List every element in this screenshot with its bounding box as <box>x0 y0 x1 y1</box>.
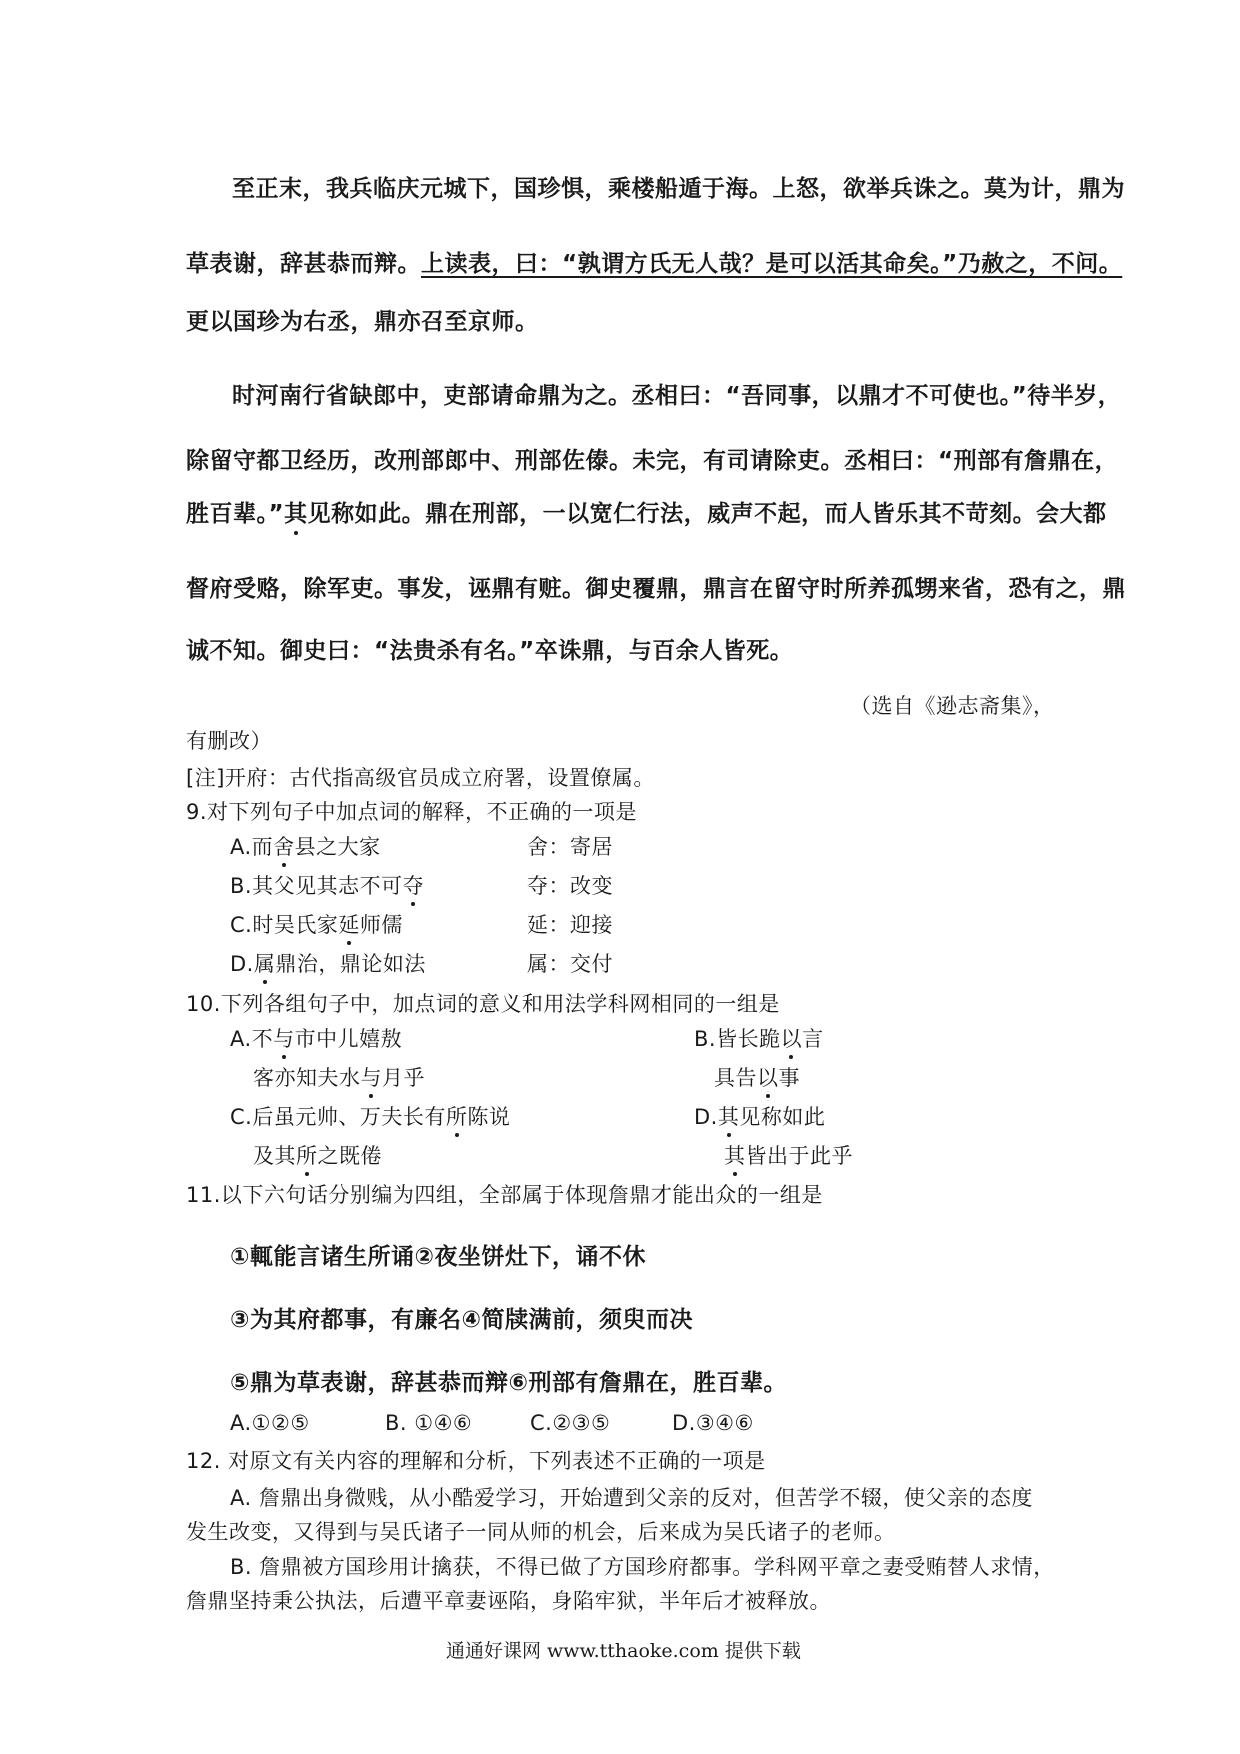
option-text: 陈说 <box>467 1105 511 1129</box>
option-text: 皆出于此乎 <box>745 1144 853 1168</box>
option-d <box>230 948 426 978</box>
option-d: D.③④⑥ <box>672 1411 754 1435</box>
gloss-c: 延：迎接 <box>527 913 613 937</box>
option-text: D. <box>230 952 254 976</box>
option-b-line2 <box>714 1062 800 1092</box>
gloss-d: 属：交付 <box>527 952 613 976</box>
passage-text: 草表谢，辞甚恭而辩。 <box>186 251 421 277</box>
statement-group: ⑤鼎为草表谢，辞甚恭而辩⑥刑部有詹鼎在，胜百辈。 <box>230 1370 787 1396</box>
option-b-line1 <box>694 1023 824 1053</box>
passage-text: 胜百辈。” <box>186 501 285 527</box>
passage-line: 更以国珍为右丞，鼎亦召至京师。 <box>186 309 539 335</box>
dotted-word: 其 <box>724 1144 746 1168</box>
question-stem: 12. 对原文有关内容的理解和分析，下列表述不正确的一项是 <box>186 1449 766 1473</box>
option-text: 之既倦 <box>317 1144 382 1168</box>
dotted-word: 其 <box>284 501 308 527</box>
option-text: A.而 <box>230 835 274 859</box>
option-d-line1 <box>694 1101 825 1131</box>
statement-group: ①輒能言诸生所诵②夜坐饼灶下，诵不休 <box>230 1244 646 1270</box>
gloss-a: 舍：寄居 <box>527 835 613 859</box>
option-a-cont: 发生改变，又得到与吴氏诸子一同从师的机会，后来成为吴氏诸子的老师。 <box>186 1520 896 1544</box>
passage-text: 见称如此。鼎在刑部，一以宽仁行法，威声不起，而人皆乐其不苛刻。会大都 <box>307 501 1107 527</box>
source-citation-cont: 有删改） <box>186 729 272 753</box>
passage-line: 督府受赂，除军吏。事发，诬鼎有赃。御史覆鼎，鼎言在留守时所养孤甥来省，恐有之，鼎 <box>186 576 1126 602</box>
passage-line <box>186 245 1122 278</box>
option-a-line1 <box>230 1023 402 1053</box>
option-a: A.①②⑤ <box>230 1411 310 1435</box>
passage-line: 时河南行省缺郎中，吏部请命鼎为之。丞相曰：“吾同事，以鼎才不可使也。”待半岁， <box>232 383 1122 409</box>
option-c-line1 <box>230 1101 510 1131</box>
option-b: B. ①④⑥ <box>385 1411 473 1435</box>
option-text: 事 <box>778 1066 800 1090</box>
option-text: 月乎 <box>382 1066 425 1090</box>
option-b-cont: 詹鼎坚持秉公执法，后遭平章妻诬陷，身陷牢狱，半年后才被释放。 <box>186 1589 831 1613</box>
option-text: 及其 <box>253 1144 296 1168</box>
option-text: 客亦知夫水 <box>253 1066 361 1090</box>
annotation-note: [注]开府：古代指高级官员成立府署，设置僚属。 <box>186 766 655 790</box>
dotted-word: 夺 <box>402 874 425 898</box>
gloss-b: 夺：改变 <box>527 874 613 898</box>
option-text: C.后虽元帅、万夫长有 <box>230 1105 446 1129</box>
option-c-line2 <box>253 1140 382 1170</box>
option-text: 县之大家 <box>294 835 381 859</box>
option-text: 具告 <box>714 1066 757 1090</box>
passage-line <box>186 495 1107 528</box>
option-c: C.②③⑤ <box>530 1411 611 1435</box>
dotted-word: 延 <box>338 913 360 937</box>
question-stem: 9.对下列句子中加点词的解释，不正确的一项是 <box>186 800 638 824</box>
option-text: B.皆长跪 <box>694 1027 781 1051</box>
dotted-word: 与 <box>273 1027 295 1051</box>
option-c <box>230 909 403 939</box>
option-text: B.其父见其志不可 <box>230 874 403 898</box>
option-text: D. <box>694 1105 718 1129</box>
option-a <box>230 831 381 861</box>
dotted-word: 其 <box>717 1105 740 1129</box>
passage-line: 至正末，我兵临庆元城下，国珍惧，乘楼船遁于海。上怒，欲举兵诛之。莫为计，鼎为 <box>232 176 1125 202</box>
page-footer: 通通好课网 www.tthaoke.com 提供下载 <box>446 1640 801 1662</box>
option-text: 鼎治，鼎论如法 <box>275 952 426 976</box>
option-text: 言 <box>802 1027 824 1051</box>
option-text: 市中儿嬉敖 <box>294 1027 403 1051</box>
dotted-word: 所 <box>296 1144 318 1168</box>
option-text: 见称如此 <box>739 1105 826 1129</box>
option-a: A. 詹鼎出身微贱，从小酷爱学习，开始遭到父亲的反对，但苦学不辍，使父亲的态度 <box>230 1486 1033 1510</box>
passage-line: 除留守都卫经历，改刑部郎中、刑部佐傣。未完，有司请除吏。丞相曰：“刑部有詹鼎在， <box>186 448 1119 474</box>
option-text: 师儒 <box>359 913 403 937</box>
dotted-word: 属 <box>253 952 276 976</box>
option-b <box>230 870 424 900</box>
dotted-word: 以 <box>757 1066 779 1090</box>
dotted-word: 与 <box>360 1066 382 1090</box>
question-stem: 11.以下六句话分别编为四组，全部属于体现詹鼎才能出众的一组是 <box>186 1183 823 1207</box>
dotted-word: 所 <box>445 1105 468 1129</box>
option-d-line2 <box>724 1140 853 1170</box>
option-b: B. 詹鼎被方国珍用计擒获，不得已做了方国珍府都事。学科网平章之妻受贿替人求情， <box>230 1555 1055 1579</box>
dotted-word: 以 <box>780 1027 803 1051</box>
dotted-word: 舍 <box>273 835 295 859</box>
underlined-sentence: 上读表，曰：“孰谓方氏无人哉？是可以活其命矣。”乃赦之，不问。 <box>421 251 1123 277</box>
option-text: C.时吴氏家 <box>230 913 339 937</box>
statement-group: ③为其府都事，有廉名④简牍满前，须臾而决 <box>230 1307 693 1333</box>
option-a-line2 <box>253 1062 425 1092</box>
option-text: A.不 <box>230 1027 274 1051</box>
source-citation: （选自《逊志斋集》， <box>850 694 1055 718</box>
question-stem: 10.下列各组句子中，加点词的意义和用法学科网相同的一组是 <box>186 992 780 1016</box>
passage-line: 诚不知。御史曰：“法贵杀有名。”卒诛鼎，与百余人皆死。 <box>186 638 794 664</box>
